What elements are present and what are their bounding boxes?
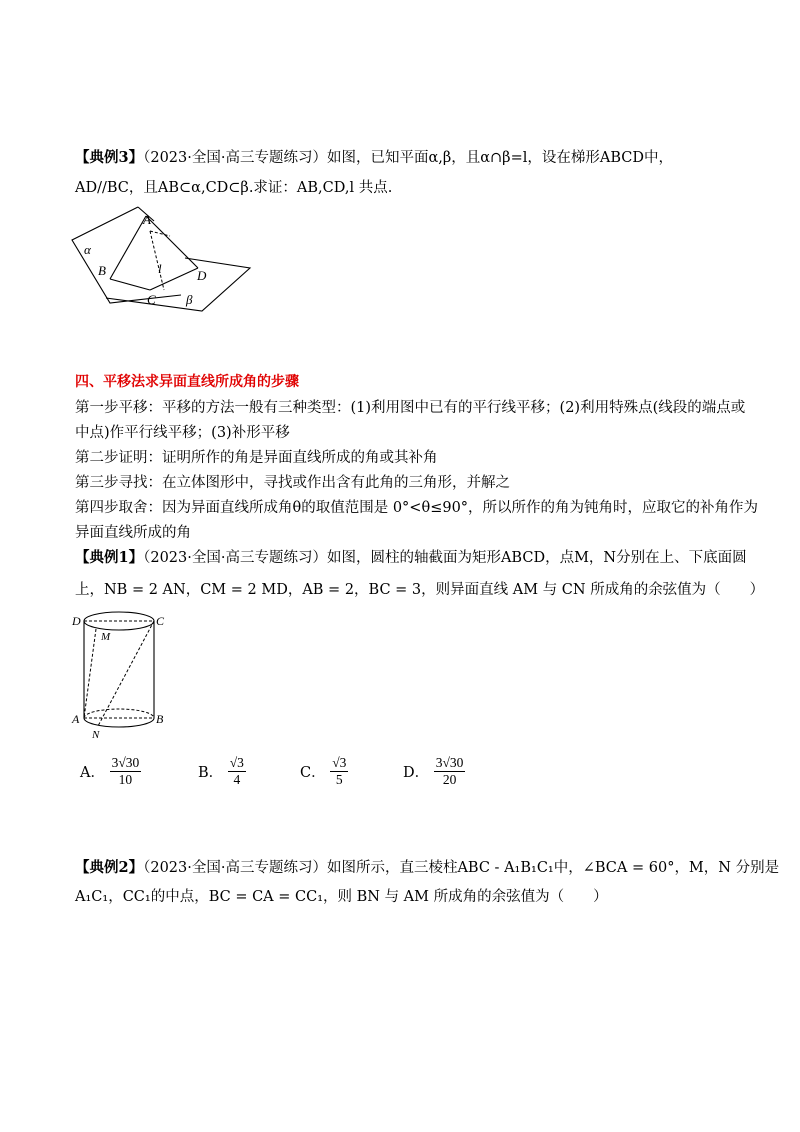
fig1-label-D: D [72, 614, 81, 628]
ex3-tag: 【典例3】 [75, 149, 144, 166]
option-a-label: A． [80, 765, 105, 781]
fig3-label-beta: β [186, 292, 193, 307]
ex3-line2 [75, 178, 392, 198]
step2-line: 第二步证明：证明所作的角是异面直线所成的角或其补角 [75, 450, 438, 466]
option-d[interactable] [403, 755, 465, 788]
fig1-label-A: A [72, 712, 80, 726]
option-a-fraction [110, 755, 142, 788]
option-d-numerator: 3√30 [435, 755, 464, 770]
option-a[interactable] [80, 755, 141, 788]
ex2-line1 [75, 858, 779, 878]
step1-line-b: 中点)作平行线平移；(3)补形平移 [75, 425, 290, 441]
option-c-numerator: √3 [332, 755, 347, 770]
option-d-fraction [434, 755, 466, 788]
fig1-label-M: M [101, 631, 111, 643]
fig3-label-C: C [147, 292, 156, 307]
fig3-label-alpha: α [84, 242, 91, 257]
step4-line-b: 异面直线所成的角 [75, 525, 191, 541]
option-c-label: C． [300, 765, 326, 781]
step4-line-a: 第四步取舍：因为异面直线所成角θ的取值范围是 0°<θ≤90°，所以所作的角为钝角时，应取它的补角作为 [75, 500, 759, 516]
option-b[interactable] [198, 755, 246, 788]
option-a-numerator: 3√30 [111, 755, 140, 770]
option-c[interactable] [300, 755, 348, 788]
option-b-label: B． [198, 765, 224, 781]
fig3-label-l: l [158, 261, 162, 276]
planes-figure [70, 200, 255, 312]
ex1-line1 [75, 548, 747, 568]
fig1-label-B: B [156, 712, 164, 726]
option-d-denominator: 20 [442, 772, 457, 787]
option-c-fraction [330, 755, 348, 788]
ex2-tag: 【典例2】 [75, 859, 144, 876]
option-b-numerator: √3 [229, 755, 244, 770]
fig1-label-N: N [92, 729, 100, 741]
ex2-line2: A₁C₁，CC₁的中点，BC = CA = CC₁，则 BN 与 AM 所成角的余弦值为（ ） [75, 889, 608, 905]
ex1-tag: 【典例1】 [75, 549, 144, 566]
ex3-text1: （2023·全国·高三专题练习）如图，已知平面α,β，且α∩β=l，设在梯形ABCD中， [143, 150, 673, 166]
cylinder-figure [68, 607, 178, 742]
section4-title: 四、平移法求异面直线所成角的步骤 [75, 374, 299, 390]
ex3-text2: AD//BC，且AB⊂α,CD⊂β.求证：AB,CD,l 共点. [75, 180, 393, 196]
fig3-label-B: B [98, 263, 106, 278]
fig3-label-A: A [143, 212, 151, 227]
option-c-denominator: 5 [335, 772, 343, 787]
fig1-label-C: C [156, 614, 165, 628]
step1-line-a: 第一步平移：平移的方法一般有三种类型：(1)利用图中已有的平行线平移；(2)利用特殊点(线段的端点或 [75, 400, 746, 416]
fig3-label-D: D [197, 268, 207, 283]
ex1-text1: （2023·全国·高三专题练习）如图，圆柱的轴截面为矩形ABCD，点M，N分别在上、下底面圆 [143, 550, 747, 566]
option-d-label: D． [403, 765, 430, 781]
ex1-line2: 上，NB = 2 AN，CM = 2 MD，AB = 2，BC = 3，则异面直线 AM 与 CN 所成角的余弦值为（ ） [75, 582, 765, 598]
option-b-fraction [228, 755, 246, 788]
step3-line: 第三步寻找：在立体图形中，寻找或作出含有此角的三角形，并解之 [75, 475, 510, 491]
option-b-denominator: 4 [233, 772, 241, 787]
ex2-text1: （2023·全国·高三专题练习）如图所示，直三棱柱ABC - A₁B₁C₁中，∠BCA = 60°，M，N 分别是 [143, 860, 780, 876]
ex3-line1 [75, 148, 673, 168]
option-a-denominator: 10 [118, 772, 133, 787]
